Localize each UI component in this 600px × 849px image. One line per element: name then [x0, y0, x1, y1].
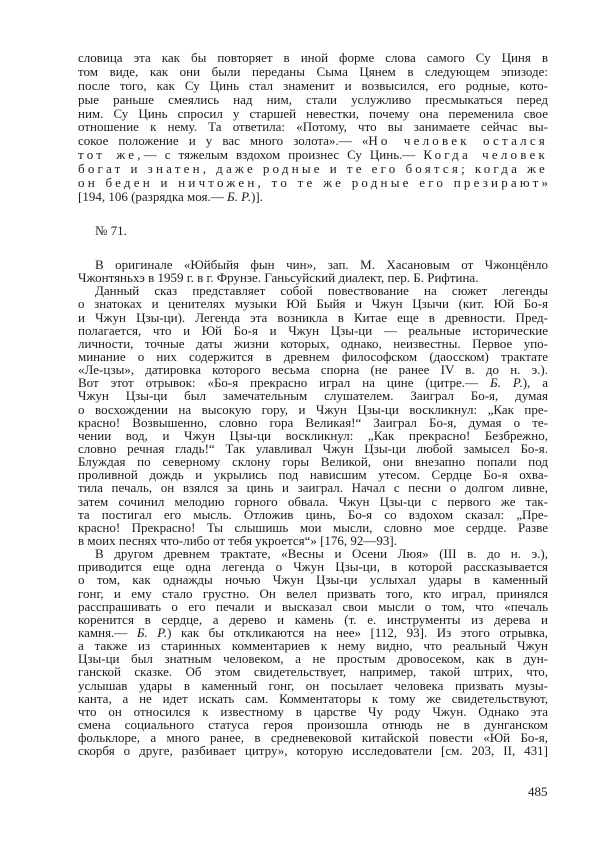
text-segment: сокое положение и у вас много золота».— «: [78, 133, 369, 149]
text-segment: фольклоре, а много ранее, в средневековой китайской повести «Юй Бо-я,: [78, 730, 548, 746]
text-segment: услышав удары в каменный гонг, он посылает человека призвать музы-: [78, 677, 548, 693]
spaced-emphasis-text: Когда человек: [423, 147, 548, 163]
text-segment: «Ле-цзы», датировка которого весьма спорна (не ранее IV в. до н. э.).: [78, 362, 548, 378]
text-segment: [194, 106 (разрядка моя.—: [78, 188, 228, 204]
italic-initials: Б. Р.: [227, 188, 252, 204]
text-segment: что он относился к известному в царстве Чу роду Чжун. Однако эта: [78, 703, 548, 719]
text-segment: ним. Су Цинь спросил у старшей невестки, почему она переменила свое: [78, 105, 548, 121]
text-segment: коренится в сердце, а дерево и камень (т. е. инструменты из дерева и: [78, 611, 548, 627]
text-segment: после того, как Су Цинь стал знаменит и возвысился, его родные, кото-: [78, 77, 548, 93]
text-segment: красно! Возвышенно, словно гора Великая!“ Заиграл Бо-я, думая о те-: [78, 414, 548, 430]
text-segment: — с тяжелым вздохом произнес Су Цинь.—: [143, 147, 424, 163]
text-segment: полагается, что и Юй Бо-я и Чжун Цзы-ци — реальные исторические: [78, 322, 548, 338]
text-segment: приводится еще одна легенда о Чжун Цзы-ци, в которой рассказывается: [78, 559, 548, 575]
text-segment: минание о них содержится в древнем философском (даосском) трактате: [78, 348, 548, 364]
text-segment: та постигал его мысль. Отложив цинь, Бо-я со вздохом сказал: „Пре-: [78, 506, 548, 522]
italic-initials: Б. Р.: [489, 375, 523, 391]
text-segment: в моих песнях что-либо от тебя укроется“» [176, 92—93].: [78, 532, 398, 548]
text-segment: расспрашивать о его печали и высказал свои мысли о том, что «печаль: [78, 598, 548, 614]
section-heading: № 71.: [95, 223, 127, 238]
text-line: [78, 107, 548, 121]
text-segment: словица эта как бы повторяет в иной форме слова самого Су Циня в: [78, 50, 548, 65]
text-segment: чении вод, и Чжун Цзы-ци воскликнул: „Как прекрасно! Безбрежно,: [78, 427, 548, 443]
spaced-emphasis-text: тот же,: [78, 147, 144, 163]
text-line: [78, 148, 548, 162]
text-segment: Вот этот отрывок: «Бо-я прекрасно играл на цине (цитре.—: [78, 375, 490, 391]
text-segment: ганской сказке. Об этом свидетельствует, например, такой штрих, что,: [78, 664, 548, 680]
text-segment: отношение к нему. Та ответила: «Потому, что вы занимаете сейчас вы-: [78, 119, 548, 135]
text-line: [78, 176, 548, 190]
text-segment: о том, как однажды ночью Чжун Цзы-ци услыхал удары в каменный: [78, 572, 548, 588]
text-segment: личности, точные даты жизни которых, однако, неизвестны. Первое упо-: [78, 335, 548, 351]
text-line: [78, 190, 548, 204]
text-segment: красно! Прекрасно! Ты слышишь мои мысли, словно мое сердце. Разве: [78, 519, 548, 535]
text-line: [78, 120, 548, 134]
text-segment: Блуждая по северному склону горы Великой, они внезапно попали под: [78, 454, 548, 470]
text-segment: В оригинале «Юйбыйя фын чин», зап. М. Хасановым от Чжонцёнло: [95, 257, 548, 272]
text-block-quote-end: [78, 51, 548, 204]
text-block-commentary: [78, 258, 548, 757]
text-segment: камня.—: [78, 624, 137, 640]
text-segment: Цзы-ци был знатным человеком, а не простым дровосеком, как в дун-: [78, 651, 548, 667]
text-segment: »: [541, 175, 548, 191]
text-segment: о знатоках и ценителях музыки Юй Быйя и Чжун Цзычи (кит. Юй Бо-я: [78, 296, 548, 312]
text-segment: затем сочинил мелодию горного обвала. Чжун Цзы-ци с первого же так-: [78, 493, 548, 509]
text-line: [78, 744, 548, 757]
text-line: [78, 79, 548, 93]
text-segment: скорбя о друге, разбивает цитру», которую исследователи [см. 203, II, 431]: [78, 743, 548, 759]
text-segment: Данный сказ представляет собой повествование на сюжет легенды: [95, 283, 548, 299]
text-segment: Чжонтяньхэ в 1959 г. в г. Фрунзе. Ганьсуйский диалект, пер. Б. Рифтина.: [78, 270, 479, 286]
spaced-emphasis-text: он беден и ничтожен, то те же родные его презирают: [78, 175, 542, 191]
italic-initials: Б. Р.: [136, 624, 168, 640]
text-line: [78, 51, 548, 65]
text-line: [78, 93, 548, 107]
text-segment: тила печаль, он взялся за цинь и заиграл. Начал с песни о долгом ливне,: [78, 480, 548, 496]
text-segment: о восхождении на высокую гору, и Чжун Цзы-ци воскликнул: „Как пре-: [78, 401, 548, 417]
spaced-emphasis-text: Но человек остался: [368, 133, 548, 149]
text-line: [78, 162, 548, 176]
text-segment: а также из старинных комментариев к нему видно, что реальный Чжун: [78, 638, 548, 654]
text-segment: В другом древнем трактате, «Весны и Осени Люя» (III в. до н. э.),: [95, 546, 548, 562]
text-segment: том виде, как они были переданы Сыма Цянем в следующем эпизоде:: [78, 63, 548, 79]
text-segment: рые раньше смеялись над ним, стали услужливо пресмыкаться перед: [78, 91, 548, 107]
text-segment: ) как бы откликаются на нее» [112, 93]. Из этого отрывка,: [167, 624, 548, 640]
text-segment: проливной дождь и укрылись под нависшим утесом. Сердце Бо-я охва-: [78, 467, 548, 483]
text-segment: смена социального статуса героя произошла отнюдь не в дунганском: [78, 716, 548, 732]
text-segment: и Чжун Цзы-ци). Легенда эта возникла в Китае еще в древности. Пред-: [78, 309, 548, 325]
text-segment: канта, а не идет искать сам. Комментаторы к тому же свидетельствуют,: [78, 690, 548, 706]
text-segment: )].: [251, 188, 263, 204]
text-segment: словно речная гладь!“ Так улавливал Чжун Цзы-ци любой замысел Бо-я.: [78, 440, 548, 456]
text-segment: ), а: [522, 375, 548, 391]
text-line: [78, 134, 548, 148]
page-number: 485: [528, 784, 548, 799]
spaced-emphasis-text: богат и знатен, даже родные и те его боятся; когда же: [78, 161, 548, 177]
text-segment: Чжун Цзы-ци был замечательным слушателем. Заиграл Бо-я, думая: [78, 388, 548, 404]
text-segment: гонг, и ему стало грустно. Он велел призвать того, кто играл, принялся: [78, 585, 548, 601]
text-line: [78, 65, 548, 79]
